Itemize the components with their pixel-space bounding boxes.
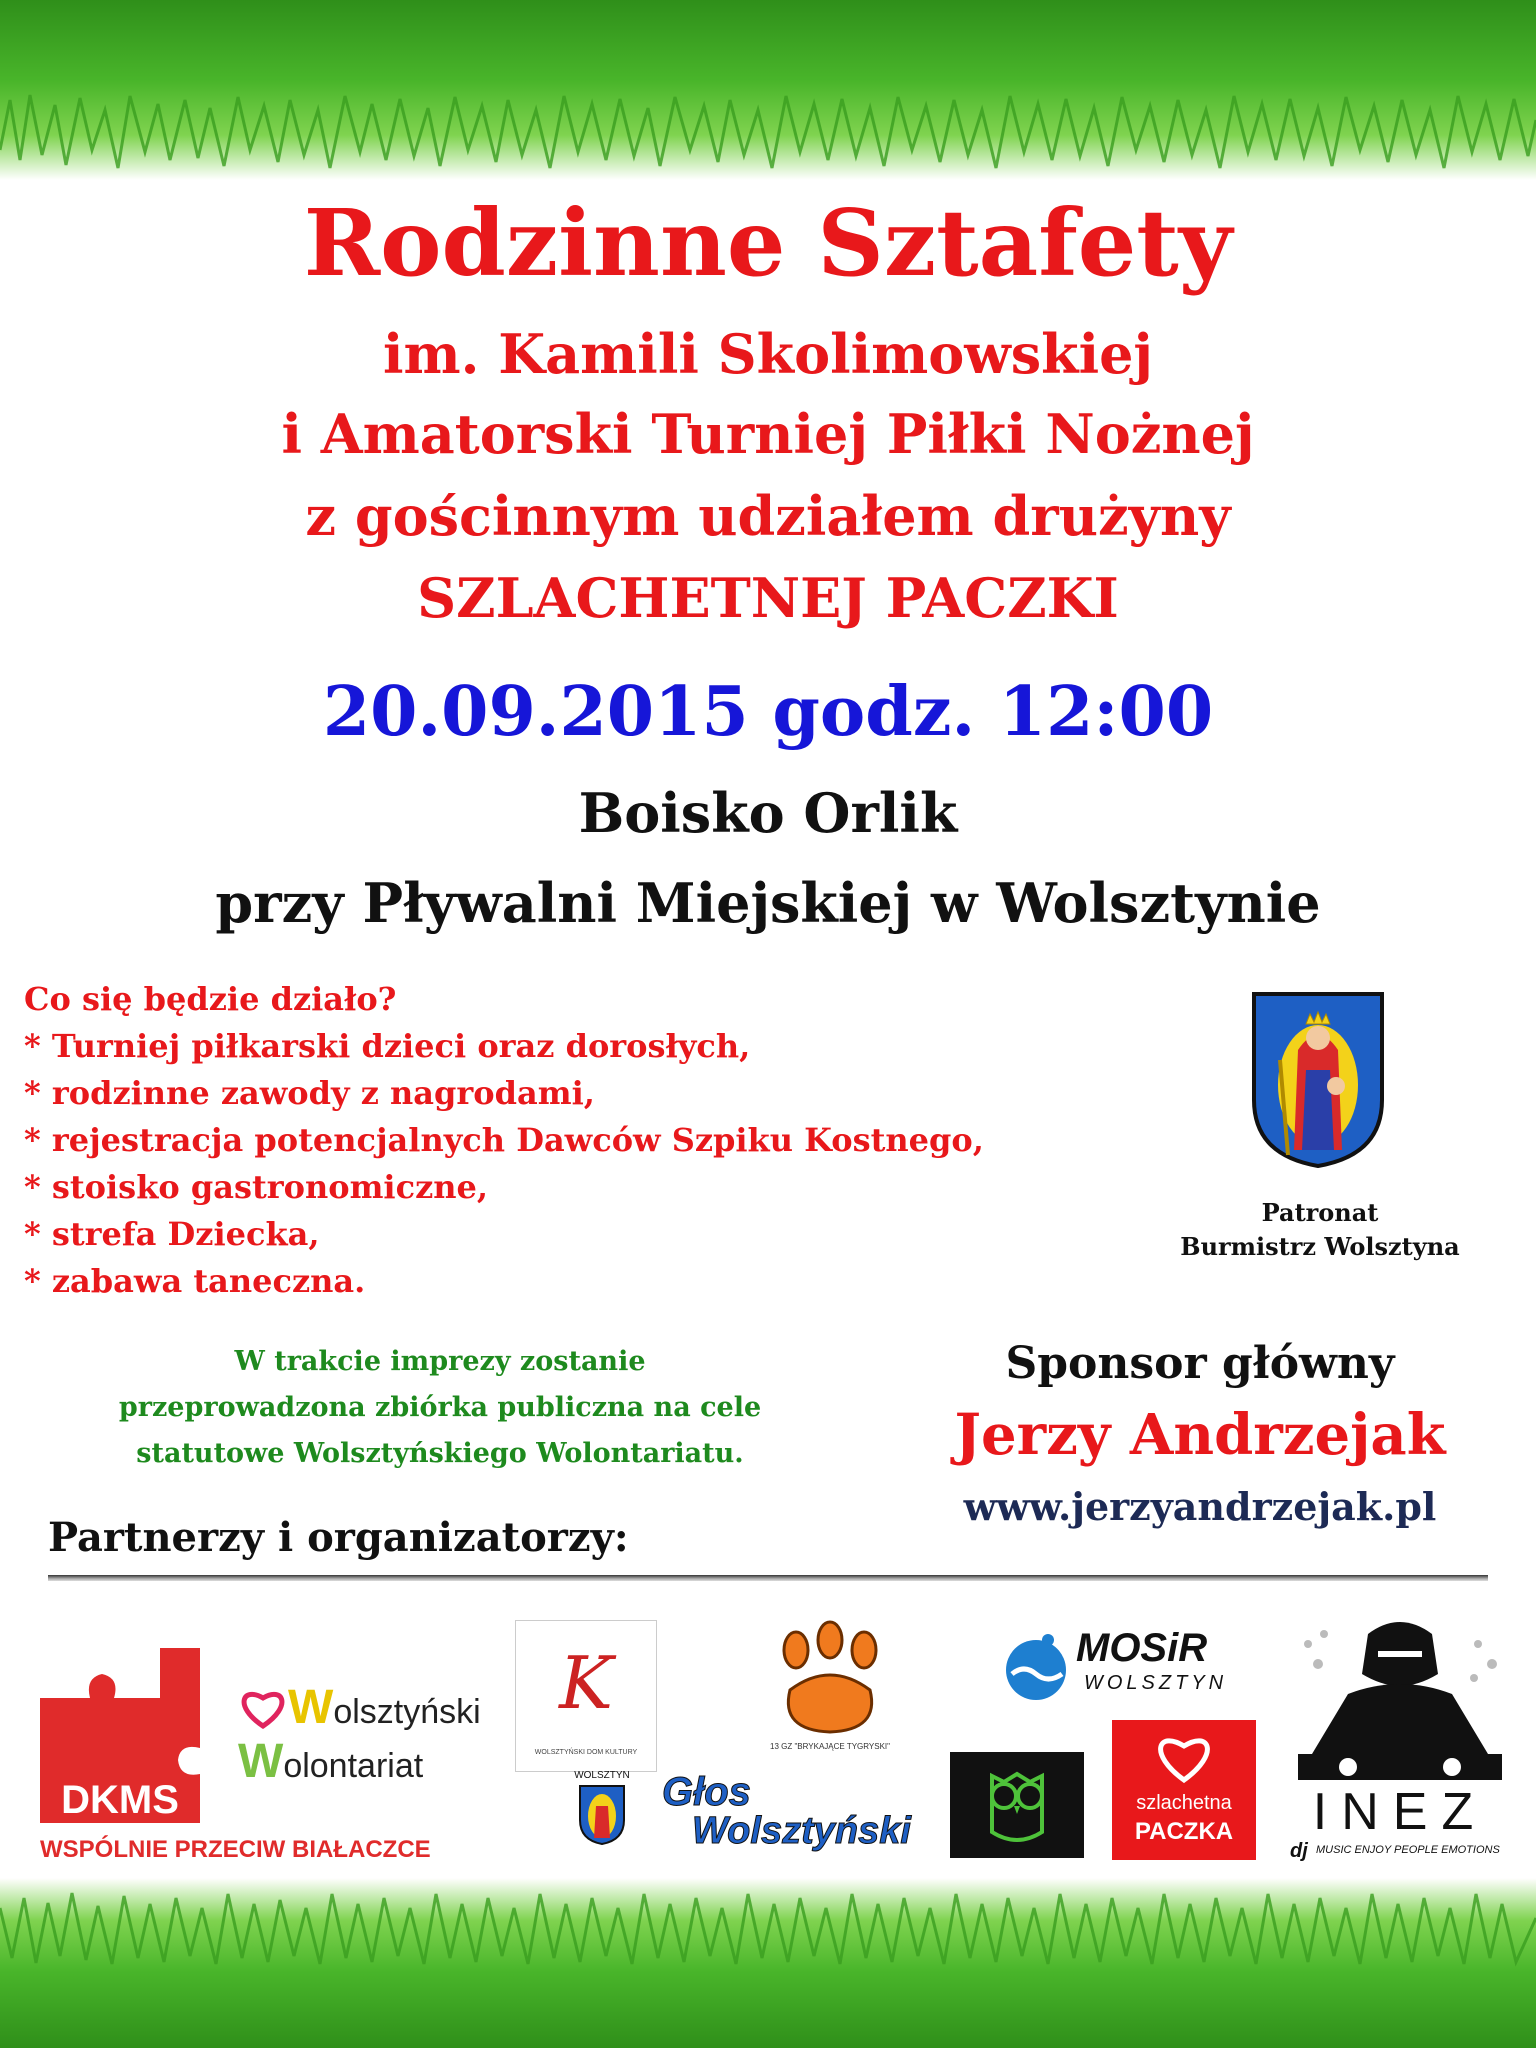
glos-logo <box>572 1770 911 1860</box>
wdk-monogram: K <box>559 1641 613 1725</box>
grass-blades-top-icon <box>0 0 1536 180</box>
szlachetna-line-1: szlachetna <box>1136 1792 1232 1814</box>
wolontariat-logo <box>232 1680 502 1790</box>
activities-heading: Co się będzie działo? <box>24 980 397 1018</box>
crest-icon <box>578 1784 626 1846</box>
wdk-caption: WOLSZTYŃSKI DOM KULTURY <box>534 1749 638 1756</box>
grass-border-bottom <box>0 1878 1536 2048</box>
collection-note-line-3: statutowe Wolsztyńskiego Wolontariatu. <box>136 1438 744 1469</box>
list-item: * stoisko gastronomiczne, <box>24 1168 488 1206</box>
inez-name: INEZ <box>1312 1783 1488 1841</box>
grass-border-top <box>0 0 1536 180</box>
wdk-logo <box>515 1620 657 1772</box>
glos-subtitle: Wolsztyński <box>692 1810 911 1852</box>
wolontariat-line-1: olsztyński <box>333 1693 481 1731</box>
tygrysy-logo <box>760 1620 900 1770</box>
patronat-label: Patronat <box>1261 1198 1379 1227</box>
heart-icon <box>1152 1730 1216 1786</box>
list-item: * Turniej piłkarski dzieci oraz dorosłych, <box>24 1027 751 1065</box>
grass-blades-bottom-icon <box>0 1878 1536 2048</box>
subtitle-line-4: SZLACHETNEJ PACZKI <box>417 566 1119 630</box>
wolontariat-initial-1: W <box>288 1681 334 1734</box>
owl-icon <box>950 1752 1084 1858</box>
list-item: * rodzinne zawody z nagrodami, <box>24 1074 595 1112</box>
mosir-logo <box>1000 1626 1250 1706</box>
venue-line-1: Boisko Orlik <box>578 781 958 845</box>
list-item: * rejestracja potencjalnych Dawców Szpiku Kostnego, <box>24 1121 984 1159</box>
event-datetime: 20.09.2015 godz. 12:00 <box>322 672 1214 752</box>
inez-prefix: dj <box>1290 1840 1308 1862</box>
paw-icon <box>760 1620 900 1740</box>
inez-tagline: MUSIC ENJOY PEOPLE EMOTIONS <box>1316 1844 1500 1856</box>
coat-of-arms-icon <box>1250 990 1386 1170</box>
list-item: * zabawa taneczna. <box>24 1262 366 1300</box>
heart-icon <box>238 1686 288 1730</box>
dkms-name: DKMS <box>61 1778 179 1822</box>
szlachetna-line-2: PACZKA <box>1134 1818 1234 1845</box>
event-title: Rodzinne Sztafety <box>303 189 1233 297</box>
dj-icon <box>1288 1614 1512 1784</box>
subtitle-line-2: i Amatorski Turniej Piłki Nożnej <box>281 402 1255 466</box>
subtitle-line-1: im. Kamili Skolimowskiej <box>383 322 1153 386</box>
list-item: * strefa Dziecka, <box>24 1215 320 1253</box>
partners-divider <box>48 1575 1488 1581</box>
venue-line-2: przy Pływalni Miejskiej w Wolsztynie <box>215 871 1321 935</box>
partners-heading: Partnerzy i organizatorzy: <box>48 1514 629 1561</box>
dkms-logo <box>30 1628 210 1828</box>
sponsor-url[interactable]: www.jerzyandrzejak.pl <box>963 1484 1437 1529</box>
collection-note-line-2: przeprowadzona zbiórka publiczna na cele <box>118 1392 762 1423</box>
glos-crest-caption: WOLSZTYN <box>574 1770 630 1781</box>
patronat-name: Burmistrz Wolsztyna <box>1180 1232 1460 1261</box>
subtitle-line-3: z gościnnym udziałem drużyny <box>305 484 1231 548</box>
mosir-name: MOSiR <box>1076 1626 1208 1670</box>
szlachetna-paczka-logo <box>1112 1720 1256 1860</box>
mosir-city: WOLSZTYN <box>1084 1672 1228 1694</box>
sponsor-label: Sponsor główny <box>1005 1338 1395 1389</box>
owl-logo <box>950 1752 1084 1858</box>
wolontariat-initial-2: W <box>238 1735 284 1788</box>
inez-logo <box>1288 1614 1512 1864</box>
dkms-tagline: WSPÓLNIE PRZECIW BIAŁACZCE <box>40 1836 431 1863</box>
wolontariat-line-2: olontariat <box>283 1747 424 1785</box>
collection-note-line-1: W trakcie imprezy zostanie <box>234 1346 646 1377</box>
swimmer-icon <box>1000 1630 1072 1702</box>
activities-list <box>24 976 984 1305</box>
sponsor-name: Jerzy Andrzejak <box>954 1402 1446 1468</box>
glos-title: Głos <box>662 1770 751 1814</box>
tygrysy-caption: 13 GZ "BRYKAJĄCE TYGRYSKI" <box>770 1742 890 1751</box>
